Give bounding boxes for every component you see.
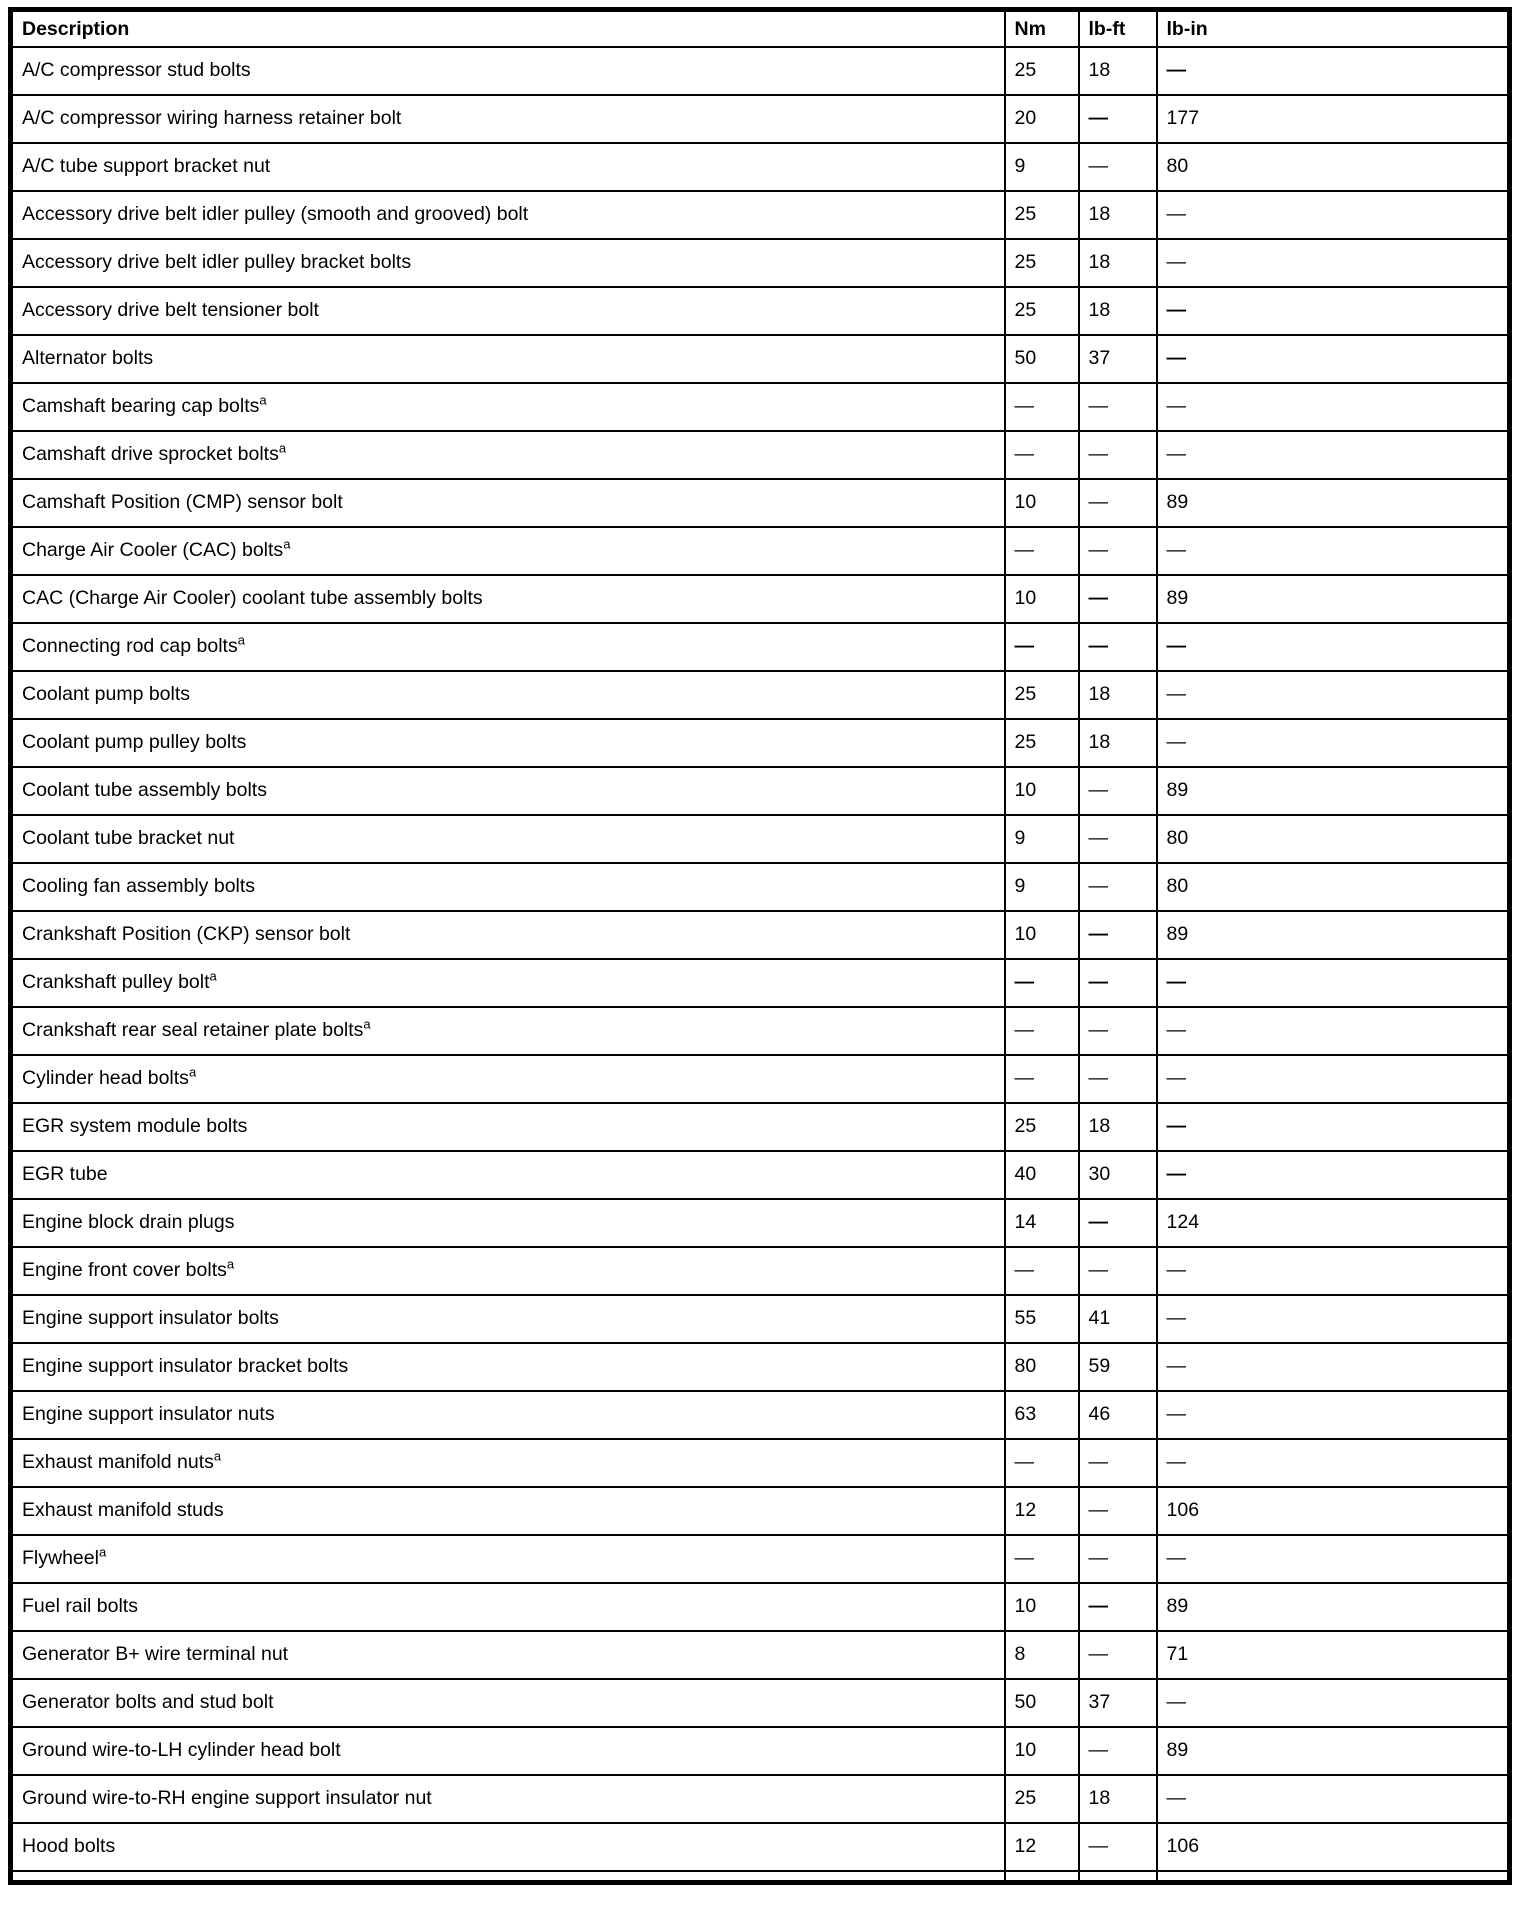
description-cell: Fuel rail bolts [11,1583,1005,1631]
nm-cell: 63 [1005,1391,1079,1439]
description-cell: Engine support insulator bolts [11,1295,1005,1343]
column-header-lb-in: lb-in [1157,10,1510,47]
description-cell: Alternator bolts [11,335,1005,383]
table-row [11,1679,1510,1727]
table-row [11,1151,1510,1199]
table-row [11,47,1510,95]
table-row [11,1823,1510,1871]
table-row [11,239,1510,287]
footnote-marker: a [188,1064,197,1080]
nm-cell: — [1005,1055,1079,1103]
lb-ft-cell: 18 [1079,671,1157,719]
nm-cell: 12 [1005,1823,1079,1871]
description-cell: Crankshaft Position (CKP) sensor bolt [11,911,1005,959]
nm-cell: 12 [1005,1487,1079,1535]
lb-in-cell: — [1157,1679,1510,1727]
footnote-marker: a [278,440,287,456]
lb-in-cell: — [1157,47,1510,95]
table-row [11,719,1510,767]
lb-in-cell: — [1157,623,1510,671]
footnote-marker: a [209,968,217,984]
nm-cell: 10 [1005,1727,1079,1775]
description-cell: A/C tube support bracket nut [11,143,1005,191]
table-row [11,1391,1510,1439]
nm-cell: 8 [1005,1631,1079,1679]
description-cell: Ground wire-to-RH engine support insulator nut [11,1775,1005,1823]
lb-ft-cell: — [1079,863,1157,911]
footnote-marker: a [363,1016,371,1032]
table-row [11,1487,1510,1535]
lb-ft-cell: 18 [1079,287,1157,335]
table-row [11,1583,1510,1631]
footnote-marker: a [226,1256,235,1272]
lb-in-cell: — [1157,1535,1510,1583]
column-header-lb-ft: lb-ft [1079,10,1157,47]
lb-in-cell: 124 [1157,1199,1510,1247]
nm-cell: 10 [1005,1583,1079,1631]
lb-in-cell: 80 [1157,143,1510,191]
description-cell: Crankshaft pulley bolt$^a$ [11,959,1005,1007]
nm-cell: 40 [1005,1151,1079,1199]
lb-ft-cell: — [1079,1055,1157,1103]
lb-ft-cell: — [1079,1199,1157,1247]
nm-cell: 10 [1005,911,1079,959]
lb-ft-cell: — [1079,767,1157,815]
table-row [11,1247,1510,1295]
description-cell: A/C compressor stud bolts [11,47,1005,95]
nm-cell: 25 [1005,239,1079,287]
description-cell: Coolant pump bolts [11,671,1005,719]
lb-in-cell: 106 [1157,1487,1510,1535]
nm-cell: 50 [1005,335,1079,383]
lb-in-cell: — [1157,719,1510,767]
table-row [11,1199,1510,1247]
lb-in-cell: — [1157,1391,1510,1439]
table-row [11,1775,1510,1823]
lb-ft-cell: — [1079,911,1157,959]
table-row [11,1727,1510,1775]
empty-cell [1005,1871,1079,1883]
description-cell: Hood bolts [11,1823,1005,1871]
table-row [11,431,1510,479]
nm-cell: 20 [1005,95,1079,143]
lb-in-cell: 71 [1157,1631,1510,1679]
description-cell: Crankshaft rear seal retainer plate bolts$^a$ [11,1007,1005,1055]
column-header-nm: Nm [1005,10,1079,47]
footnote-marker: a [213,1448,222,1464]
lb-ft-cell: — [1079,1535,1157,1583]
footnote-marker: a [283,536,291,552]
lb-in-cell: — [1157,959,1510,1007]
description-cell: Cooling fan assembly bolts [11,863,1005,911]
description-cell: Accessory drive belt tensioner bolt [11,287,1005,335]
lb-in-cell: — [1157,383,1510,431]
nm-cell: 10 [1005,767,1079,815]
lb-ft-cell: — [1079,383,1157,431]
table-row [11,1631,1510,1679]
table-row [11,959,1510,1007]
table-row [11,1439,1510,1487]
lb-in-cell: 89 [1157,1727,1510,1775]
description-cell: Accessory drive belt idler pulley (smooth and grooved) bolt [11,191,1005,239]
lb-in-cell: — [1157,335,1510,383]
description-cell: EGR system module bolts [11,1103,1005,1151]
lb-in-cell: — [1157,1343,1510,1391]
description-cell: Coolant tube bracket nut [11,815,1005,863]
lb-ft-cell: 18 [1079,47,1157,95]
lb-ft-cell: — [1079,95,1157,143]
table-row [11,815,1510,863]
table-row [11,863,1510,911]
empty-cell [1157,1871,1510,1883]
description-cell: Engine support insulator nuts [11,1391,1005,1439]
lb-ft-cell: — [1079,575,1157,623]
lb-ft-cell: — [1079,1439,1157,1487]
lb-ft-cell: — [1079,623,1157,671]
table-row [11,1103,1510,1151]
nm-cell: 9 [1005,863,1079,911]
nm-cell: — [1005,1007,1079,1055]
description-cell: Flywheel$^a$ [11,1535,1005,1583]
nm-cell: 80 [1005,1343,1079,1391]
description-cell: Generator B+ wire terminal nut [11,1631,1005,1679]
description-cell: Camshaft Position (CMP) sensor bolt [11,479,1005,527]
lb-in-cell: 89 [1157,1583,1510,1631]
lb-ft-cell: 41 [1079,1295,1157,1343]
lb-ft-cell: — [1079,1583,1157,1631]
table-body [11,47,1510,1883]
table-row [11,95,1510,143]
nm-cell: — [1005,1439,1079,1487]
footnote-marker: a [98,1544,107,1560]
lb-ft-cell: — [1079,1007,1157,1055]
nm-cell: 25 [1005,719,1079,767]
nm-cell: 10 [1005,575,1079,623]
description-cell: Camshaft drive sprocket bolts$^a$ [11,431,1005,479]
table-row [11,911,1510,959]
nm-cell: — [1005,623,1079,671]
lb-ft-cell: 37 [1079,1679,1157,1727]
nm-cell: 9 [1005,143,1079,191]
nm-cell: — [1005,527,1079,575]
lb-ft-cell: — [1079,431,1157,479]
lb-ft-cell: 18 [1079,191,1157,239]
description-cell: Ground wire-to-LH cylinder head bolt [11,1727,1005,1775]
description-cell: Exhaust manifold studs [11,1487,1005,1535]
description-cell: Accessory drive belt idler pulley bracket bolts [11,239,1005,287]
header-row [11,10,1510,47]
lb-in-cell: 89 [1157,911,1510,959]
lb-in-cell: — [1157,431,1510,479]
lb-ft-cell: — [1079,815,1157,863]
lb-ft-cell: — [1079,1727,1157,1775]
nm-cell: 9 [1005,815,1079,863]
lb-ft-cell: — [1079,1823,1157,1871]
nm-cell: — [1005,383,1079,431]
nm-cell: 25 [1005,47,1079,95]
description-cell: Camshaft bearing cap bolts$^a$ [11,383,1005,431]
nm-cell: — [1005,1535,1079,1583]
nm-cell: — [1005,1247,1079,1295]
empty-cell [11,1871,1005,1883]
lb-ft-cell: — [1079,959,1157,1007]
lb-in-cell: — [1157,1103,1510,1151]
description-cell: A/C compressor wiring harness retainer bolt [11,95,1005,143]
empty-cell [1079,1871,1157,1883]
lb-in-cell: 80 [1157,815,1510,863]
lb-ft-cell: — [1079,479,1157,527]
table-row [11,1055,1510,1103]
lb-ft-cell: 18 [1079,719,1157,767]
description-cell: CAC (Charge Air Cooler) coolant tube assembly bolts [11,575,1005,623]
lb-in-cell: — [1157,1151,1510,1199]
lb-in-cell: — [1157,1055,1510,1103]
lb-in-cell: — [1157,1247,1510,1295]
table-row [11,1295,1510,1343]
description-cell: Charge Air Cooler (CAC) bolts$^a$ [11,527,1005,575]
lb-in-cell: — [1157,527,1510,575]
table-row [11,335,1510,383]
lb-ft-cell: — [1079,527,1157,575]
lb-in-cell: 89 [1157,575,1510,623]
nm-cell: 50 [1005,1679,1079,1727]
lb-in-cell: — [1157,287,1510,335]
nm-cell: 25 [1005,287,1079,335]
lb-in-cell: 177 [1157,95,1510,143]
lb-ft-cell: 59 [1079,1343,1157,1391]
table-row [11,1007,1510,1055]
nm-cell: 25 [1005,191,1079,239]
description-cell: Exhaust manifold nuts$^a$ [11,1439,1005,1487]
table-row [11,479,1510,527]
table-row [11,623,1510,671]
table-row [11,143,1510,191]
description-cell: Connecting rod cap bolts$^a$ [11,623,1005,671]
lb-in-cell: — [1157,191,1510,239]
lb-in-cell: 89 [1157,479,1510,527]
description-cell: Engine front cover bolts$^a$ [11,1247,1005,1295]
lb-ft-cell: 18 [1079,239,1157,287]
nm-cell: 10 [1005,479,1079,527]
lb-ft-cell: 46 [1079,1391,1157,1439]
nm-cell: — [1005,959,1079,1007]
lb-in-cell: 80 [1157,863,1510,911]
lb-in-cell: — [1157,239,1510,287]
cut-off-row [11,1871,1510,1883]
table-row [11,527,1510,575]
nm-cell: 14 [1005,1199,1079,1247]
lb-in-cell: — [1157,1775,1510,1823]
description-cell: Engine support insulator bracket bolts [11,1343,1005,1391]
table-row [11,767,1510,815]
lb-ft-cell: — [1079,1247,1157,1295]
lb-ft-cell: — [1079,143,1157,191]
table-row [11,383,1510,431]
nm-cell: 25 [1005,1103,1079,1151]
lb-ft-cell: 30 [1079,1151,1157,1199]
torque-spec-table [8,7,1512,1885]
footnote-marker: a [237,632,245,648]
lb-ft-cell: — [1079,1487,1157,1535]
nm-cell: 55 [1005,1295,1079,1343]
table-row [11,287,1510,335]
lb-in-cell: — [1157,671,1510,719]
lb-ft-cell: 37 [1079,335,1157,383]
lb-in-cell: 89 [1157,767,1510,815]
table-row [11,671,1510,719]
lb-ft-cell: 18 [1079,1103,1157,1151]
description-cell: Engine block drain plugs [11,1199,1005,1247]
column-header-description: Description [11,10,1005,47]
lb-in-cell: — [1157,1007,1510,1055]
description-cell: Coolant pump pulley bolts [11,719,1005,767]
table-row [11,1343,1510,1391]
description-cell: Cylinder head bolts$^a$ [11,1055,1005,1103]
description-cell: EGR tube [11,1151,1005,1199]
description-cell: Coolant tube assembly bolts [11,767,1005,815]
nm-cell: — [1005,431,1079,479]
lb-in-cell: 106 [1157,1823,1510,1871]
table-row [11,1535,1510,1583]
lb-ft-cell: — [1079,1631,1157,1679]
table-row [11,575,1510,623]
table-row [11,191,1510,239]
nm-cell: 25 [1005,1775,1079,1823]
description-cell: Generator bolts and stud bolt [11,1679,1005,1727]
lb-in-cell: — [1157,1295,1510,1343]
nm-cell: 25 [1005,671,1079,719]
lb-in-cell: — [1157,1439,1510,1487]
footnote-marker: a [259,392,267,408]
lb-ft-cell: 18 [1079,1775,1157,1823]
